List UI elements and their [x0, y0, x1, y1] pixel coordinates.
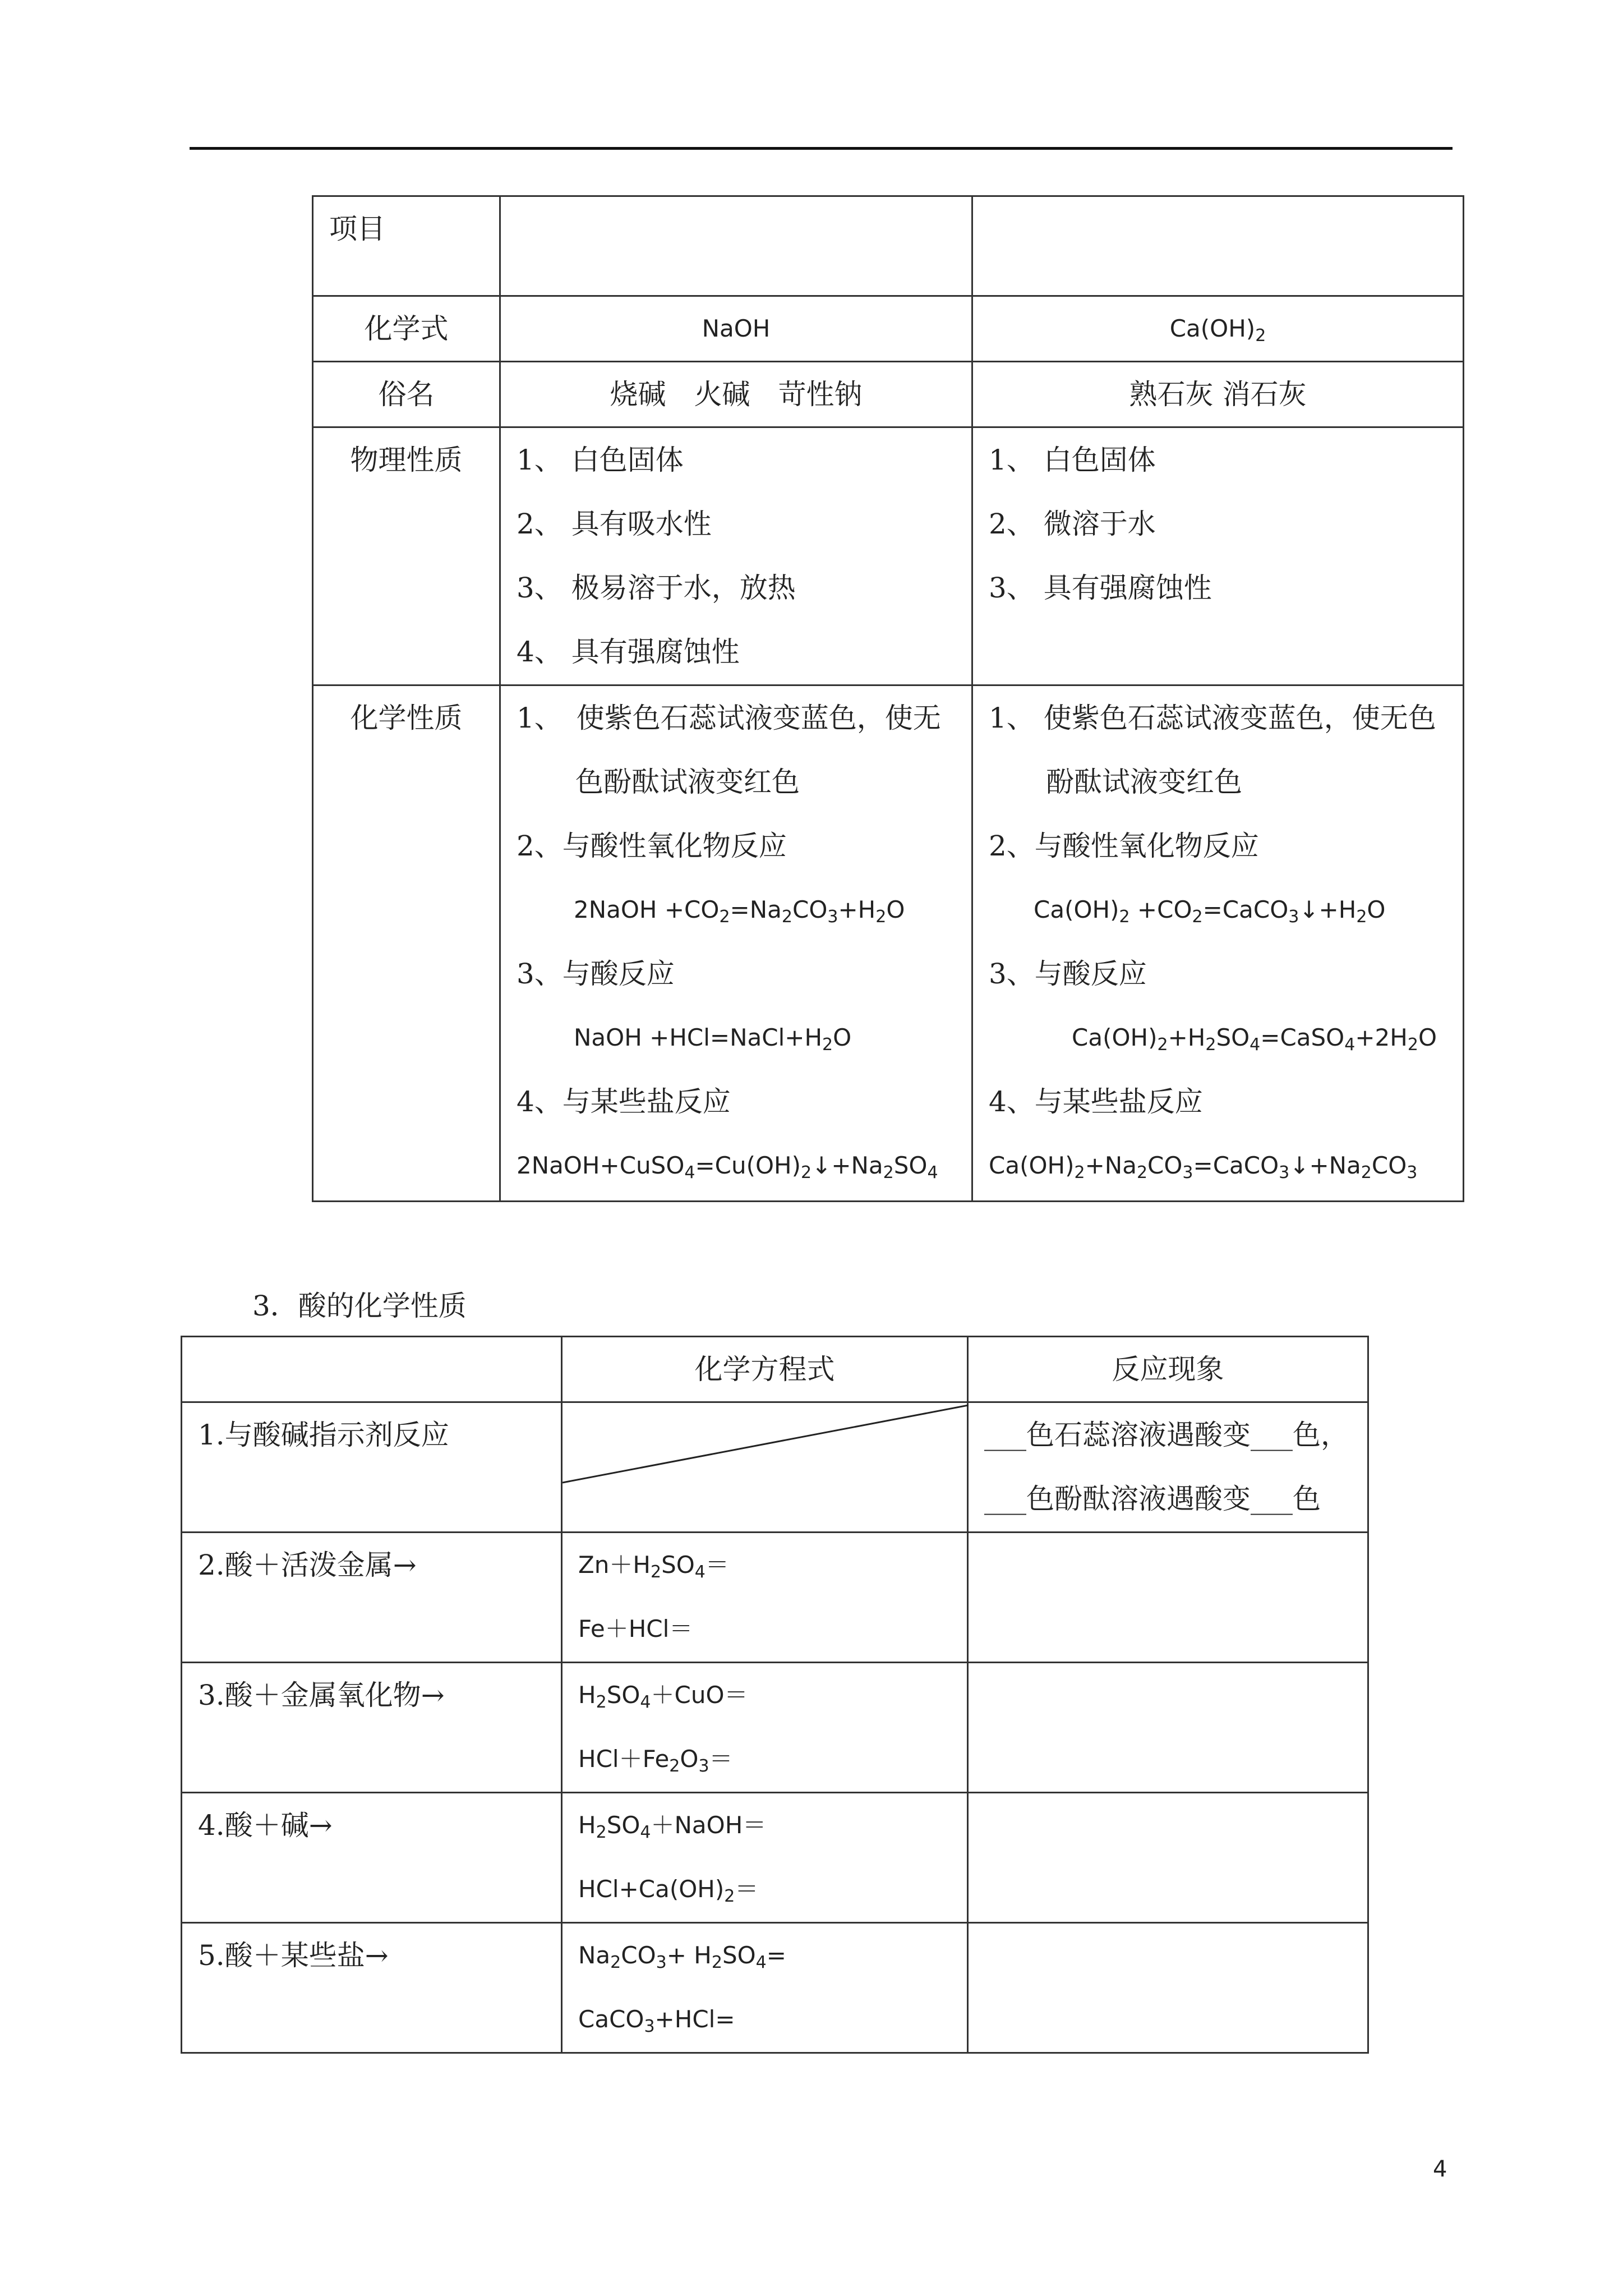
page-number: 4: [1433, 2156, 1447, 2182]
header-cell-caoh2: [972, 196, 1464, 296]
phenomenon-cell: [968, 1663, 1368, 1793]
row-label: 4.酸＋碱→: [182, 1793, 562, 1923]
table-row: [313, 296, 1464, 362]
list-item: 4、 具有强腐蚀性: [517, 636, 740, 668]
physical-label: 物理性质: [313, 427, 500, 685]
table-row: [313, 196, 1464, 296]
list-item: 3、与酸反应: [517, 958, 675, 990]
row-label: 3.酸＋金属氧化物→: [182, 1663, 562, 1793]
naoh-common-name: 烧碱 火碱 苛性钠: [500, 362, 972, 427]
caoh2-common-name: 熟石灰 消石灰: [972, 362, 1464, 427]
list-item: 3、 极易溶于水，放热: [517, 572, 796, 604]
list-item: 4、与某些盐反应: [989, 1085, 1203, 1118]
equation: $HCl+Ca(OH)_2=$: [578, 1875, 759, 1906]
equation: $2NaOH+CuSO_4=Cu(OH)_2↓+Na_2SO_4$: [517, 1152, 938, 1182]
list-item: 2、 微溶于水: [989, 508, 1156, 540]
list-item: 1、 白色固体: [989, 444, 1156, 476]
caoh2-formula: $Ca(OH)_2$: [972, 296, 1464, 362]
row-label: 5.酸＋某些盐→: [182, 1923, 562, 2053]
equation: $Zn+H_2SO_4=$: [578, 1551, 729, 1582]
header-cell-item: 项目: [313, 196, 500, 296]
formula-label: 化学式: [313, 296, 500, 362]
header-rule: [190, 147, 1453, 150]
header-cell-phenomenon: 反应现象: [968, 1337, 1368, 1402]
list-item: 2、与酸性氧化物反应: [989, 830, 1259, 862]
table-row: [182, 1533, 1368, 1663]
table-row: [182, 1923, 1368, 2053]
row-label: 2.酸＋活泼金属→: [182, 1533, 562, 1663]
table-row: [182, 1337, 1368, 1402]
equation: Fe＋HCl＝: [578, 1615, 693, 1642]
acid-properties-table: [181, 1336, 1369, 2054]
equation: $Ca(OH)_2+H_2SO_4=CaSO_4+2H_2O$: [1072, 1024, 1437, 1055]
table-row: [313, 685, 1464, 1202]
equation: $H_2SO_4+CuO=$: [578, 1681, 748, 1712]
list-item: 1、 使紫色石蕊试液变蓝色，使无: [517, 702, 941, 734]
equation: $Ca(OH)_2$ $+CO_2=CaCO_3↓+H_2O$: [1034, 896, 1386, 927]
list-item: 3、 具有强腐蚀性: [989, 572, 1212, 604]
section-title: 3．酸的化学性质: [252, 1290, 467, 1322]
equation-cell: [562, 1663, 968, 1793]
list-item: 4、与某些盐反应: [517, 1085, 731, 1118]
list-item: 色酚酞试液变红色: [575, 766, 800, 798]
equation-cell: [562, 1923, 968, 2053]
table-row: [182, 1663, 1368, 1793]
list-item: 1、 使紫色石蕊试液变蓝色，使无色: [989, 702, 1436, 734]
list-item: 1、 白色固体: [517, 444, 684, 476]
phenomenon-cell: [968, 1533, 1368, 1663]
header-cell-equation: 化学方程式: [562, 1337, 968, 1402]
equation: CaCO$_3$+HCl=: [578, 2005, 735, 2036]
table-row: [182, 1793, 1368, 1923]
list-item: 酚酞试液变红色: [1046, 766, 1242, 798]
caoh2-chemical: [972, 685, 1464, 1202]
equation: $H_2SO_4+NaOH=$: [578, 1811, 767, 1842]
chemical-label: 化学性质: [313, 685, 500, 1202]
naoh-physical: [500, 427, 972, 685]
indicator-phenomenon: [968, 1402, 1368, 1533]
equation: 2NaOH $+CO_2=Na_2CO_3+H_2O$: [574, 896, 905, 927]
base-properties-table: [312, 195, 1464, 1202]
list-item: 2、与酸性氧化物反应: [517, 830, 787, 862]
table-row: [313, 427, 1464, 685]
row-label: 1.与酸碱指示剂反应: [182, 1402, 562, 1533]
list-item: 3、与酸反应: [989, 958, 1147, 990]
list-item: ___色石蕊溶液遇酸变___色，: [984, 1419, 1349, 1451]
header-cell-naoh: [500, 196, 972, 296]
caoh2-physical: [972, 427, 1464, 685]
list-item: 2、 具有吸水性: [517, 508, 712, 540]
table-row: [182, 1402, 1368, 1533]
equation: NaOH $+HCl=NaCl+H_2O$: [574, 1024, 852, 1055]
diagonal-cell: [562, 1402, 968, 1533]
equation: $Na_2CO_3+ H_2SO_4=$: [578, 1941, 786, 1972]
equation-cell: [562, 1533, 968, 1663]
table-row: [313, 362, 1464, 427]
equation: $HCl+Fe_2O_3=$: [578, 1745, 733, 1776]
common-name-label: 俗名: [313, 362, 500, 427]
equation: $Ca(OH)_2+Na_2CO_3=CaCO_3↓+Na_2CO_3$: [989, 1152, 1418, 1182]
diagonal-line: [562, 1403, 969, 1533]
header-cell-blank: [182, 1337, 562, 1402]
naoh-chemical: [500, 685, 972, 1202]
list-item: ___色酚酞溶液遇酸变___色: [984, 1483, 1321, 1515]
equation-cell: [562, 1793, 968, 1923]
naoh-formula: NaOH: [500, 296, 972, 362]
phenomenon-cell: [968, 1923, 1368, 2053]
phenomenon-cell: [968, 1793, 1368, 1923]
